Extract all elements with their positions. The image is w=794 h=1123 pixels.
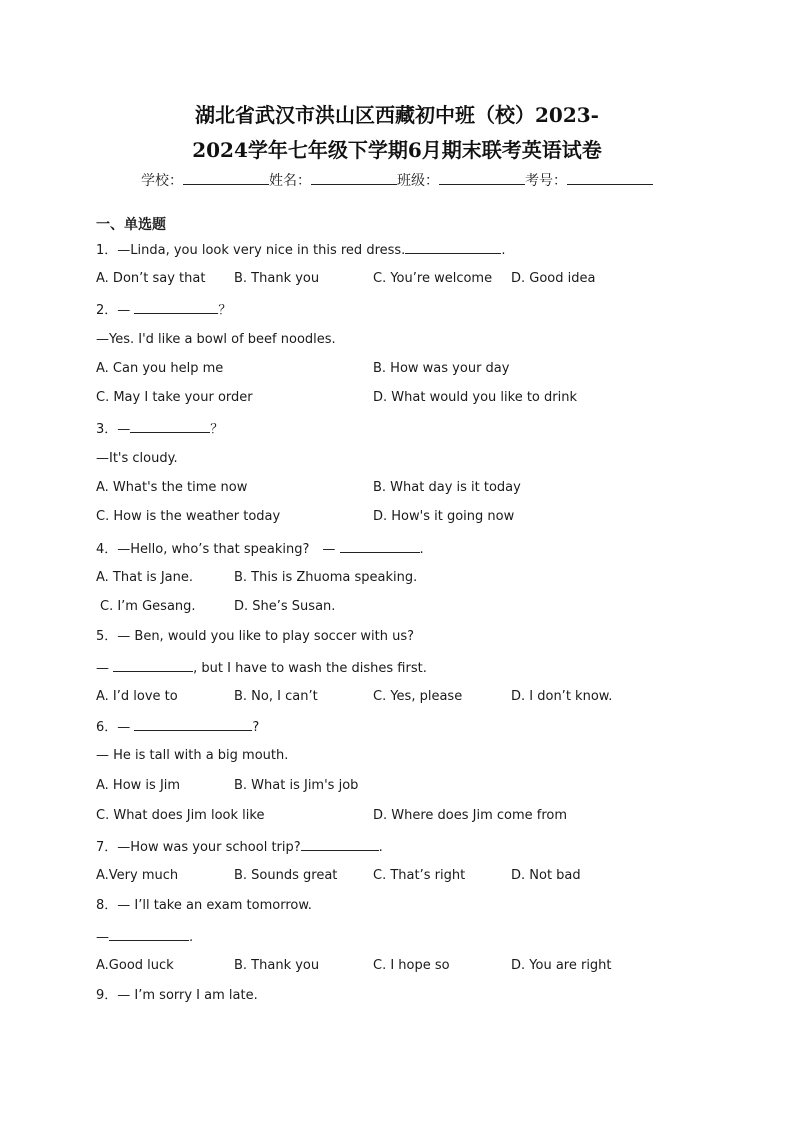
question-5-option-c: C. Yes, please — [373, 689, 463, 704]
question-8-option-b: B. Thank you — [234, 958, 320, 973]
question-7-option-b: B. Sounds great — [234, 868, 338, 883]
exam-number-label: 考号： — [525, 173, 567, 189]
question-punct: . — [378, 840, 383, 855]
answer-blank[interactable] — [134, 717, 252, 731]
answer-blank[interactable] — [109, 927, 189, 941]
answer-blank[interactable] — [301, 837, 379, 851]
question-6-option-c: C. What does Jim look like — [96, 808, 265, 823]
question-1-option-c: C. You’re welcome — [373, 271, 493, 286]
class-label: 班级： — [397, 173, 439, 189]
question-8-option-a: A.Good luck — [96, 958, 174, 973]
question-text: 4．—Hello, who’s that speaking? — — [96, 542, 340, 557]
question-punct: . — [419, 542, 424, 557]
question-punct: ? — [252, 720, 260, 735]
question-6-reply: — He is tall with a big mouth. — [96, 748, 289, 763]
question-6-prompt — [96, 717, 259, 737]
answer-blank[interactable] — [134, 300, 218, 314]
exam-title-line-1: 湖北省武汉市洪山区西藏初中班（校）2023- — [195, 103, 599, 127]
exam-number-blank[interactable] — [567, 170, 653, 185]
question-2-option-b: B. How was your day — [373, 361, 510, 376]
question-text: 3．— — [96, 422, 131, 437]
class-blank[interactable] — [439, 170, 525, 185]
reply-text-end: . — [189, 930, 194, 945]
question-punct: ？ — [210, 422, 224, 437]
school-label: 学校： — [141, 173, 183, 189]
question-2-reply: —Yes. I'd like a bowl of beef noodles. — [96, 332, 336, 347]
exam-title-line-2: 2024学年七年级下学期6月期末联考英语试卷 — [192, 138, 602, 162]
question-4-option-a: A. That is Jane. — [96, 570, 193, 585]
name-blank[interactable] — [311, 170, 397, 185]
question-5-option-a: A. I’d love to — [96, 689, 178, 704]
question-4-option-d: D. She’s Susan. — [234, 599, 336, 614]
question-5-reply — [96, 658, 427, 678]
question-3-reply: —It's cloudy. — [96, 451, 178, 466]
question-3-option-b: B. What day is it today — [373, 480, 521, 495]
question-8-option-c: C. I hope so — [373, 958, 450, 973]
question-6-option-b: B. What is Jim's job — [234, 778, 359, 793]
question-2-option-d: D. What would you like to drink — [373, 390, 577, 405]
question-5-option-b: B. No, I can’t — [234, 689, 318, 704]
question-8-option-d: D. You are right — [511, 958, 612, 973]
question-2-option-c: C. May I take your order — [96, 390, 253, 405]
question-9-prompt: 9．— I’m sorry I am late. — [96, 988, 258, 1003]
answer-blank[interactable] — [130, 419, 210, 433]
question-text: 7．—How was your school trip? — [96, 840, 301, 855]
question-punct: . — [501, 243, 506, 258]
answer-blank[interactable] — [113, 658, 193, 672]
reply-text: — — [96, 661, 114, 676]
question-2-prompt — [96, 300, 231, 320]
question-1-option-a: A. Don’t say that — [96, 271, 206, 286]
question-8-reply — [96, 927, 193, 947]
question-3-prompt — [96, 419, 223, 439]
question-7-option-d: D. Not bad — [511, 868, 581, 883]
section-title: 一、单选题 — [96, 217, 166, 233]
question-5-option-d: D. I don’t know. — [511, 689, 613, 704]
reply-text-end: , but I have to wash the dishes first. — [193, 661, 427, 676]
answer-blank[interactable] — [340, 539, 420, 553]
question-1-option-b: B. Thank you — [234, 271, 320, 286]
answer-blank[interactable] — [405, 240, 501, 254]
question-4-option-c: C. I’m Gesang. — [100, 599, 196, 614]
question-4-prompt — [96, 539, 424, 559]
question-text: 6．— — [96, 720, 135, 735]
question-punct: ？ — [218, 303, 232, 318]
question-3-option-a: A. What's the time now — [96, 480, 248, 495]
question-6-option-a: A. How is Jim — [96, 778, 181, 793]
question-1-prompt — [96, 240, 505, 260]
student-info-row — [0, 170, 794, 191]
reply-text: — — [96, 930, 109, 945]
question-2-option-a: A. Can you help me — [96, 361, 224, 376]
question-1-option-d: D. Good idea — [511, 271, 596, 286]
question-8-prompt: 8．— I’ll take an exam tomorrow. — [96, 898, 312, 913]
question-5-prompt: 5．— Ben, would you like to play soccer with us? — [96, 629, 415, 644]
question-7-option-a: A.Very much — [96, 868, 179, 883]
question-7-prompt — [96, 837, 383, 857]
question-7-option-c: C. That’s right — [373, 868, 466, 883]
question-text: 2．— — [96, 303, 135, 318]
school-blank[interactable] — [183, 170, 269, 185]
question-4-option-b: B. This is Zhuoma speaking. — [234, 570, 418, 585]
question-text: 1．—Linda, you look very nice in this red dress. — [96, 243, 406, 258]
question-6-option-d: D. Where does Jim come from — [373, 808, 568, 823]
question-3-option-c: C. How is the weather today — [96, 509, 281, 524]
name-label: 姓名： — [269, 173, 311, 189]
question-3-option-d: D. How's it going now — [373, 509, 515, 524]
